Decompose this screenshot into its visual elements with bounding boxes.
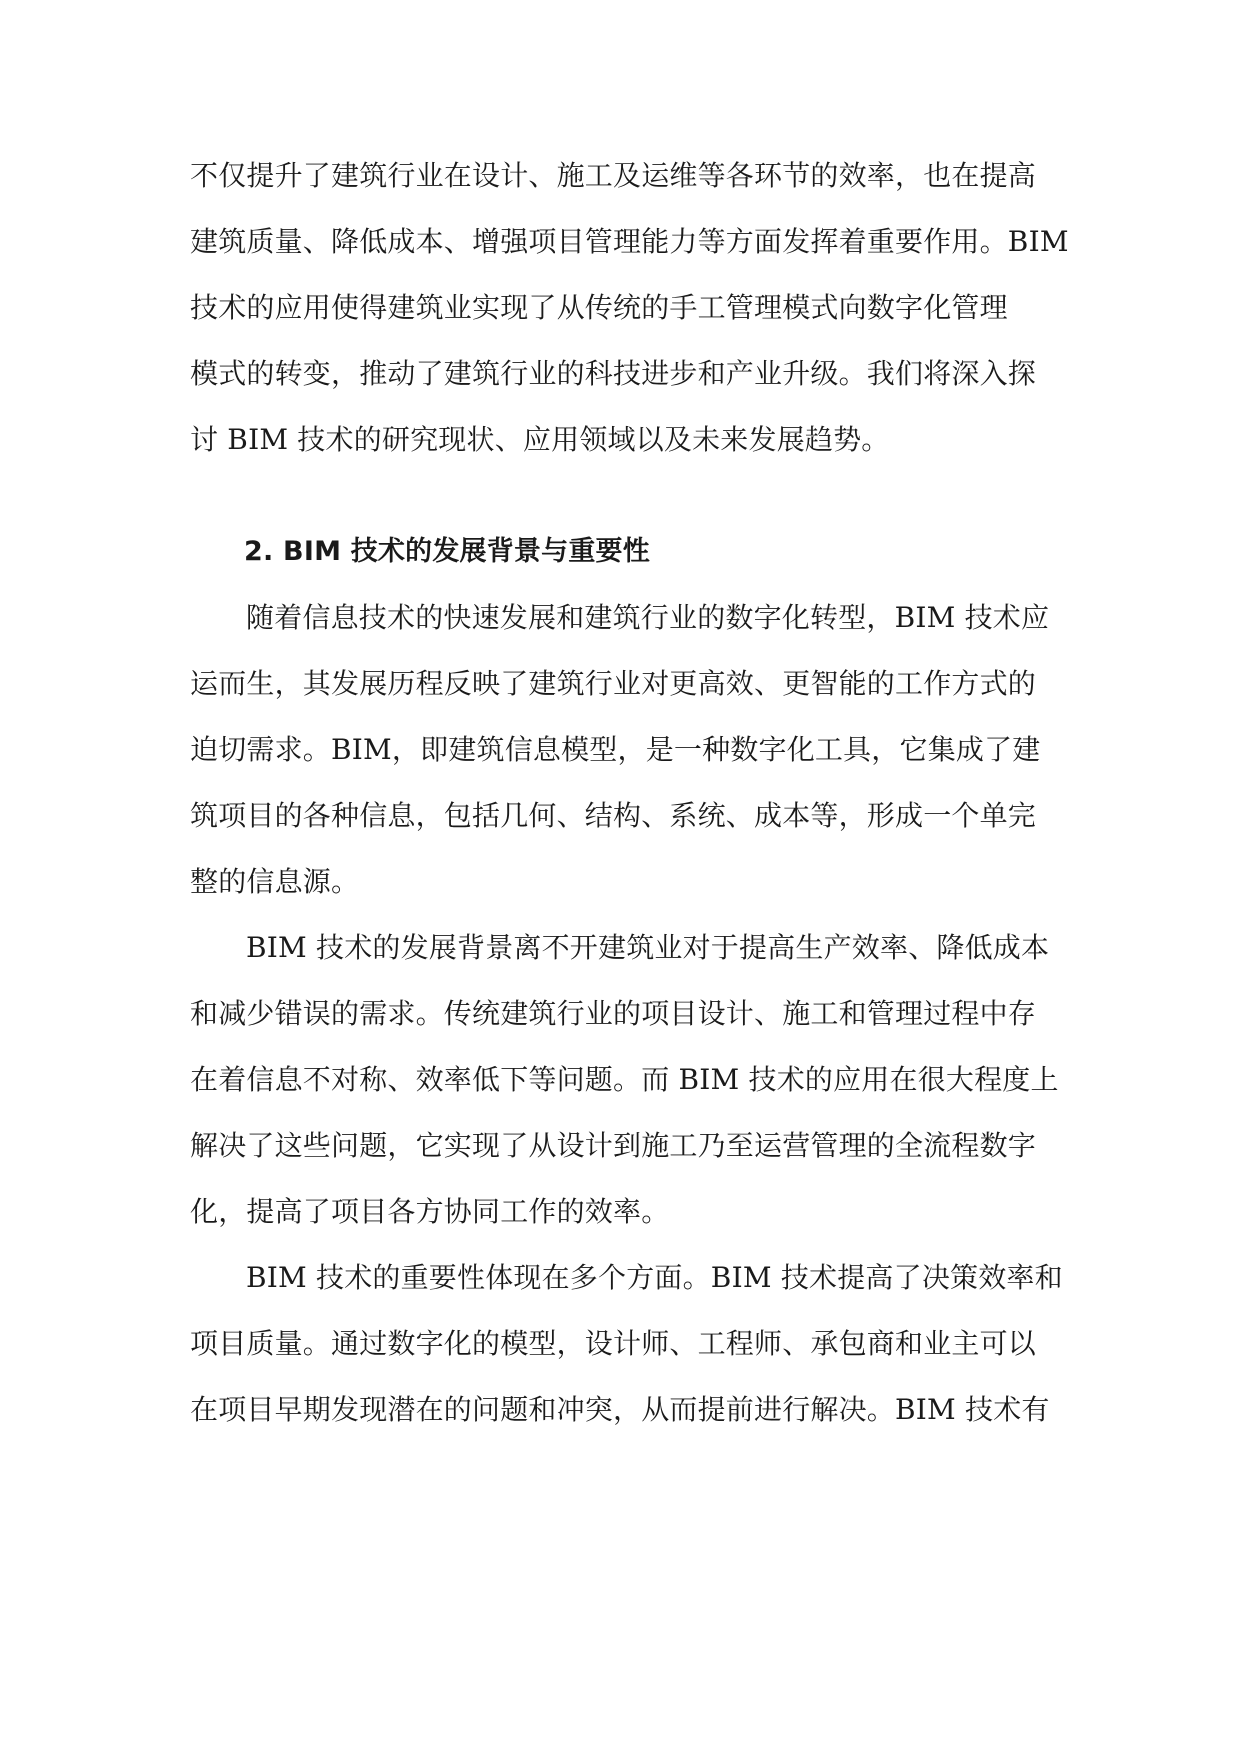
paragraph-line: 随着信息技术的快速发展和建筑行业的数字化转型，BIM 技术应 bbox=[246, 601, 1050, 634]
paragraph-line: 模式的转变，推动了建筑行业的科技进步和产业升级。我们将深入探 bbox=[190, 357, 1037, 390]
paragraph-line: 化，提高了项目各方协同工作的效率。 bbox=[190, 1195, 670, 1228]
paragraph-line: 项目质量。通过数字化的模型，设计师、工程师、承包商和业主可以 bbox=[190, 1327, 1037, 1360]
paragraph-line: 在项目早期发现潜在的问题和冲突，从而提前进行解决。BIM 技术有 bbox=[190, 1393, 1050, 1426]
paragraph-line: 迫切需求。BIM，即建筑信息模型，是一种数字化工具，它集成了建 bbox=[190, 733, 1041, 766]
paragraph-line: 讨 BIM 技术的研究现状、应用领域以及未来发展趋势。 bbox=[190, 423, 890, 456]
paragraph-line: BIM 技术的发展背景离不开建筑业对于提高生产效率、降低成本 bbox=[246, 931, 1050, 964]
paragraph-line: 在着信息不对称、效率低下等问题。而 BIM 技术的应用在很大程度上 bbox=[190, 1063, 1059, 1096]
page-content bbox=[190, 143, 1069, 1443]
paragraph-line: 解决了这些问题，它实现了从设计到施工乃至运营管理的全流程数字 bbox=[190, 1129, 1037, 1162]
paragraph-line: 技术的应用使得建筑业实现了从传统的手工管理模式向数字化管理 bbox=[190, 291, 1008, 324]
section-paragraph-1 bbox=[190, 585, 1055, 915]
section-paragraph-3 bbox=[190, 1245, 1063, 1443]
paragraph-line: 不仅提升了建筑行业在设计、施工及运维等各环节的效率，也在提高 bbox=[190, 159, 1037, 192]
paragraph-line: 建筑质量、降低成本、增强项目管理能力等方面发挥着重要作用。BIM bbox=[190, 225, 1069, 258]
section-heading: 2. BIM 技术的发展背景与重要性 bbox=[244, 536, 650, 567]
paragraph-line: 整的信息源。 bbox=[190, 865, 360, 898]
section-paragraph-2 bbox=[190, 915, 1059, 1245]
intro-paragraph bbox=[190, 143, 1069, 473]
paragraph-line: 筑项目的各种信息，包括几何、结构、系统、成本等，形成一个单完 bbox=[190, 799, 1037, 832]
paragraph-line: BIM 技术的重要性体现在多个方面。BIM 技术提高了决策效率和 bbox=[246, 1261, 1063, 1294]
paragraph-line: 运而生，其发展历程反映了建筑行业对更高效、更智能的工作方式的 bbox=[190, 667, 1037, 700]
paragraph-line: 和减少错误的需求。传统建筑行业的项目设计、施工和管理过程中存 bbox=[190, 997, 1037, 1030]
